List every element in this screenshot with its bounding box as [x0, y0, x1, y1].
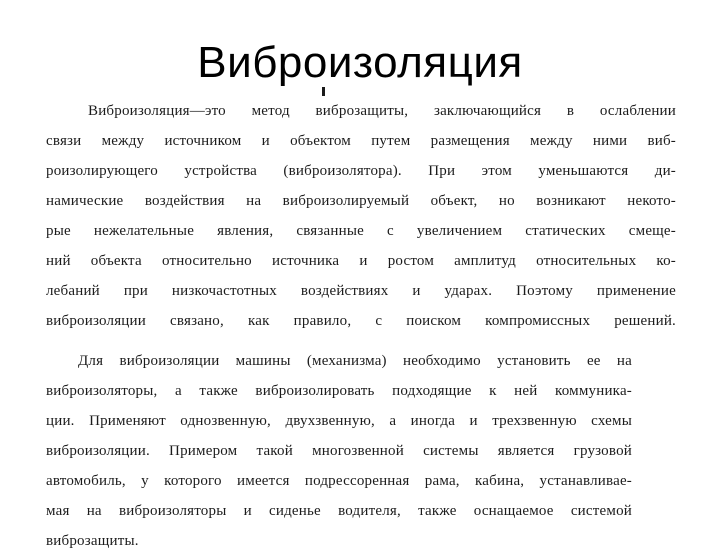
- text-line: Для виброизоляции машины (механизма) необходимо установить ее на: [78, 353, 632, 369]
- text-line: роизолирующего устройства (виброизолятора). При этом уменьшаются ди-: [46, 163, 676, 179]
- text-line: рые нежелательные явления, связанные с увеличением статических смеще-: [46, 223, 676, 239]
- text-line: автомобиль, у которого имеется подрессоренная рама, кабина, устанавливае-: [46, 473, 632, 489]
- text-line: ний объекта относительно источника и ростом амплитуд относительных ко-: [46, 253, 676, 269]
- slide-title: Виброизоляция: [197, 38, 523, 87]
- scanned-text-image: [40, 96, 680, 556]
- paragraph-2: [40, 346, 680, 556]
- paragraph-1: [40, 96, 680, 336]
- text-line: виброизоляции связано, как правило, с поиском компромиссных решений.: [46, 313, 676, 329]
- text-line: виброизоляторы, а также виброизолировать подходящие к ней коммуника-: [46, 383, 632, 399]
- text-line: связи между источником и объектом путем размещения между ними виб-: [46, 133, 676, 149]
- text-line: лебаний при низкочастотных воздействиях и ударах. Поэтому применение: [46, 283, 676, 299]
- text-line: мая на виброизоляторы и сиденье водителя, также оснащаемое системой: [46, 503, 632, 519]
- text-line: виброзащиты.: [46, 533, 139, 549]
- scan-artifact-mark: [322, 87, 325, 96]
- text-line: ции. Применяют однозвенную, двухзвенную, а иногда и трехзвенную схемы: [46, 413, 632, 429]
- text-line: виброизоляции. Примером такой многозвенной системы является грузовой: [46, 443, 632, 459]
- text-line: Виброизоляция—это метод виброзащиты, заключающийся в ослаблении: [88, 103, 676, 119]
- text-line: намические воздействия на виброизолируемый объект, но возникают некото-: [46, 193, 676, 209]
